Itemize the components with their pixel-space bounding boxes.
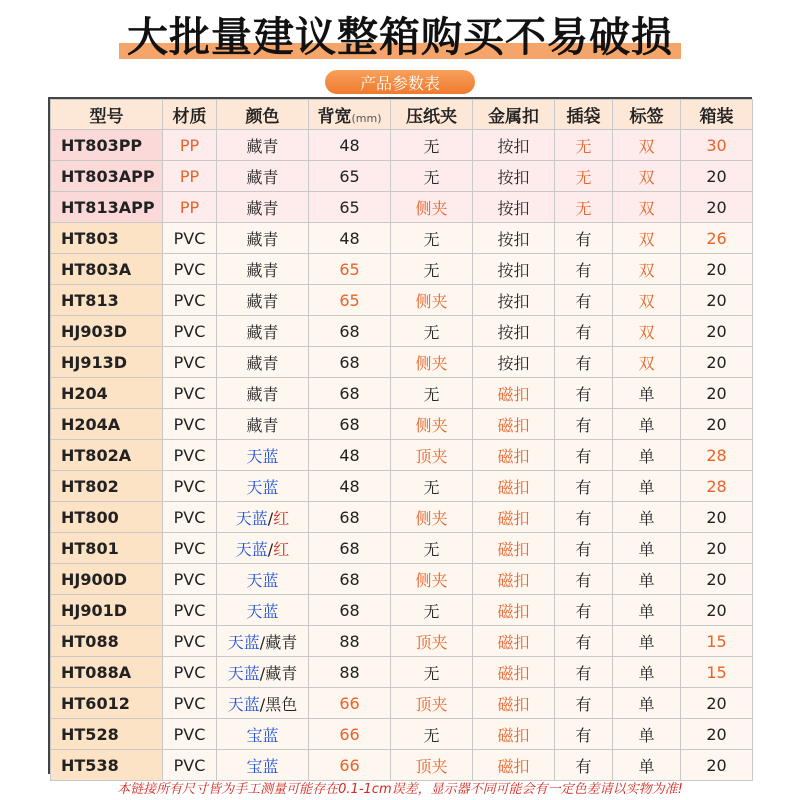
color-separator: / <box>259 694 266 714</box>
table-row <box>51 657 753 688</box>
color-cell <box>217 316 309 347</box>
material-cell: PVC <box>163 409 217 440</box>
col-header-label: 标签 <box>613 100 681 130</box>
color-separator: / <box>259 663 266 683</box>
label-cell: 单 <box>613 533 681 564</box>
clip-cell: 无 <box>391 533 473 564</box>
buckle-cell: 按扣 <box>473 161 555 192</box>
color-cell <box>217 161 309 192</box>
color-primary: 天蓝 <box>246 601 279 621</box>
width-cell: 68 <box>309 533 391 564</box>
pocket-cell: 有 <box>555 471 613 502</box>
box-cell: 26 <box>681 223 753 254</box>
width-cell: 68 <box>309 595 391 626</box>
model-cell: HT088 <box>51 626 163 657</box>
buckle-cell: 磁扣 <box>473 564 555 595</box>
box-cell: 15 <box>681 657 753 688</box>
buckle-cell: 磁扣 <box>473 409 555 440</box>
col-header-model: 型号 <box>51 100 163 130</box>
box-cell: 20 <box>681 564 753 595</box>
label-cell: 双 <box>613 347 681 378</box>
model-cell: H204 <box>51 378 163 409</box>
material-cell: PVC <box>163 750 217 781</box>
color-cell <box>217 347 309 378</box>
clip-cell: 顶夹 <box>391 688 473 719</box>
clip-cell: 侧夹 <box>391 285 473 316</box>
material-cell: PVC <box>163 688 217 719</box>
color-cell <box>217 595 309 626</box>
color-cell <box>217 750 309 781</box>
pocket-cell: 有 <box>555 223 613 254</box>
box-cell: 20 <box>681 161 753 192</box>
material-cell: PP <box>163 192 217 223</box>
model-cell: HT803 <box>51 223 163 254</box>
color-secondary: 藏青 <box>265 632 298 652</box>
color-separator: / <box>259 632 266 652</box>
box-cell: 28 <box>681 440 753 471</box>
pocket-cell: 有 <box>555 440 613 471</box>
material-cell: PVC <box>163 471 217 502</box>
box-cell: 20 <box>681 502 753 533</box>
col-header-width <box>309 100 391 130</box>
model-cell: HT813 <box>51 285 163 316</box>
buckle-cell: 磁扣 <box>473 440 555 471</box>
width-cell: 48 <box>309 130 391 161</box>
width-cell: 68 <box>309 316 391 347</box>
color-primary: 天蓝 <box>235 539 268 559</box>
table-header-row <box>51 100 753 130</box>
buckle-cell: 磁扣 <box>473 533 555 564</box>
color-cell <box>217 378 309 409</box>
model-cell: HT538 <box>51 750 163 781</box>
clip-cell: 侧夹 <box>391 192 473 223</box>
table-row <box>51 409 753 440</box>
box-cell: 30 <box>681 130 753 161</box>
spec-table-container <box>48 97 752 774</box>
buckle-cell: 磁扣 <box>473 688 555 719</box>
clip-cell: 无 <box>391 657 473 688</box>
color-cell <box>217 719 309 750</box>
buckle-cell: 磁扣 <box>473 626 555 657</box>
color-cell <box>217 285 309 316</box>
clip-cell: 无 <box>391 161 473 192</box>
model-cell: HJ900D <box>51 564 163 595</box>
pocket-cell: 有 <box>555 316 613 347</box>
color-secondary: 红 <box>273 539 290 559</box>
clip-cell: 无 <box>391 254 473 285</box>
table-row <box>51 471 753 502</box>
table-row <box>51 564 753 595</box>
box-cell: 20 <box>681 378 753 409</box>
color-cell <box>217 254 309 285</box>
width-cell: 68 <box>309 409 391 440</box>
buckle-cell: 按扣 <box>473 223 555 254</box>
box-cell: 20 <box>681 347 753 378</box>
pocket-cell: 有 <box>555 750 613 781</box>
label-cell: 双 <box>613 316 681 347</box>
width-cell: 48 <box>309 471 391 502</box>
table-row <box>51 223 753 254</box>
model-cell: HT813APP <box>51 192 163 223</box>
clip-cell: 无 <box>391 471 473 502</box>
pocket-cell: 有 <box>555 626 613 657</box>
clip-cell: 顶夹 <box>391 750 473 781</box>
pocket-cell: 有 <box>555 502 613 533</box>
buckle-cell: 磁扣 <box>473 657 555 688</box>
col-header-buckle: 金属扣 <box>473 100 555 130</box>
table-row <box>51 192 753 223</box>
label-cell: 双 <box>613 223 681 254</box>
color-primary: 天蓝 <box>246 570 279 590</box>
material-cell: PVC <box>163 657 217 688</box>
clip-cell: 侧夹 <box>391 502 473 533</box>
box-cell: 15 <box>681 626 753 657</box>
model-cell: HT088A <box>51 657 163 688</box>
model-cell: HJ913D <box>51 347 163 378</box>
col-header-width-unit: (mm) <box>351 112 382 125</box>
color-cell <box>217 409 309 440</box>
color-cell <box>217 533 309 564</box>
box-cell: 20 <box>681 409 753 440</box>
buckle-cell: 磁扣 <box>473 719 555 750</box>
table-row <box>51 750 753 781</box>
model-cell: HT528 <box>51 719 163 750</box>
material-cell: PVC <box>163 626 217 657</box>
label-cell: 单 <box>613 471 681 502</box>
width-cell: 48 <box>309 440 391 471</box>
width-cell: 88 <box>309 626 391 657</box>
pocket-cell: 有 <box>555 254 613 285</box>
col-header-color: 颜色 <box>217 100 309 130</box>
model-cell: HT802 <box>51 471 163 502</box>
width-cell: 88 <box>309 657 391 688</box>
model-cell: HJ903D <box>51 316 163 347</box>
buckle-cell: 磁扣 <box>473 750 555 781</box>
material-cell: PVC <box>163 316 217 347</box>
box-cell: 20 <box>681 316 753 347</box>
color-primary: 天蓝 <box>227 694 260 714</box>
label-cell: 单 <box>613 688 681 719</box>
label-cell: 单 <box>613 595 681 626</box>
width-cell: 66 <box>309 719 391 750</box>
model-cell: HT802A <box>51 440 163 471</box>
clip-cell: 无 <box>391 223 473 254</box>
color-separator: / <box>267 539 274 559</box>
color-primary: 宝蓝 <box>246 756 279 776</box>
width-cell: 65 <box>309 192 391 223</box>
model-cell: HT803A <box>51 254 163 285</box>
box-cell: 20 <box>681 719 753 750</box>
width-cell: 66 <box>309 688 391 719</box>
material-cell: PVC <box>163 440 217 471</box>
label-cell: 双 <box>613 130 681 161</box>
spec-table-body <box>51 130 753 781</box>
color-primary: 藏青 <box>246 353 279 373</box>
label-cell: 单 <box>613 440 681 471</box>
col-header-pocket: 插袋 <box>555 100 613 130</box>
width-cell: 68 <box>309 564 391 595</box>
clip-cell: 顶夹 <box>391 626 473 657</box>
width-cell: 65 <box>309 285 391 316</box>
buckle-cell: 磁扣 <box>473 378 555 409</box>
box-cell: 20 <box>681 192 753 223</box>
pocket-cell: 有 <box>555 719 613 750</box>
color-secondary: 红 <box>273 508 290 528</box>
material-cell: PVC <box>163 533 217 564</box>
color-primary: 天蓝 <box>246 446 279 466</box>
color-primary: 藏青 <box>246 322 279 342</box>
label-cell: 单 <box>613 378 681 409</box>
table-row <box>51 595 753 626</box>
color-primary: 藏青 <box>246 260 279 280</box>
model-cell: H204A <box>51 409 163 440</box>
label-cell: 单 <box>613 564 681 595</box>
box-cell: 20 <box>681 595 753 626</box>
table-row <box>51 285 753 316</box>
color-primary: 天蓝 <box>246 477 279 497</box>
width-cell: 66 <box>309 750 391 781</box>
material-cell: PVC <box>163 502 217 533</box>
color-cell <box>217 130 309 161</box>
color-primary: 藏青 <box>246 384 279 404</box>
clip-cell: 侧夹 <box>391 347 473 378</box>
width-cell: 65 <box>309 161 391 192</box>
table-row <box>51 502 753 533</box>
label-cell: 单 <box>613 719 681 750</box>
box-cell: 20 <box>681 750 753 781</box>
color-primary: 藏青 <box>246 198 279 218</box>
pocket-cell: 有 <box>555 595 613 626</box>
material-cell: PVC <box>163 347 217 378</box>
color-cell <box>217 626 309 657</box>
model-cell: HT6012 <box>51 688 163 719</box>
headline-title: 大批量建议整箱购买不易破损 <box>119 4 681 63</box>
width-cell: 68 <box>309 378 391 409</box>
buckle-cell: 磁扣 <box>473 595 555 626</box>
table-row <box>51 316 753 347</box>
color-primary: 藏青 <box>246 291 279 311</box>
pocket-cell: 有 <box>555 533 613 564</box>
spec-table <box>50 99 753 781</box>
box-cell: 20 <box>681 688 753 719</box>
clip-cell: 侧夹 <box>391 409 473 440</box>
box-cell: 28 <box>681 471 753 502</box>
width-cell: 65 <box>309 254 391 285</box>
color-cell <box>217 688 309 719</box>
col-header-material: 材质 <box>163 100 217 130</box>
color-cell <box>217 192 309 223</box>
color-secondary: 藏青 <box>265 663 298 683</box>
table-row <box>51 533 753 564</box>
label-cell: 单 <box>613 750 681 781</box>
color-primary: 天蓝 <box>227 632 260 652</box>
width-cell: 68 <box>309 347 391 378</box>
material-cell: PVC <box>163 378 217 409</box>
pocket-cell: 无 <box>555 161 613 192</box>
label-cell: 单 <box>613 502 681 533</box>
material-cell: PVC <box>163 285 217 316</box>
buckle-cell: 按扣 <box>473 254 555 285</box>
buckle-cell: 按扣 <box>473 316 555 347</box>
label-cell: 双 <box>613 254 681 285</box>
pocket-cell: 无 <box>555 192 613 223</box>
clip-cell: 侧夹 <box>391 564 473 595</box>
color-primary: 天蓝 <box>227 663 260 683</box>
material-cell: PVC <box>163 595 217 626</box>
color-primary: 藏青 <box>246 229 279 249</box>
clip-cell: 无 <box>391 595 473 626</box>
table-row <box>51 626 753 657</box>
box-cell: 20 <box>681 254 753 285</box>
table-row <box>51 254 753 285</box>
pocket-cell: 有 <box>555 564 613 595</box>
box-cell: 20 <box>681 285 753 316</box>
buckle-cell: 磁扣 <box>473 502 555 533</box>
material-cell: PVC <box>163 254 217 285</box>
buckle-cell: 按扣 <box>473 130 555 161</box>
buckle-cell: 按扣 <box>473 192 555 223</box>
material-cell: PVC <box>163 564 217 595</box>
color-cell <box>217 564 309 595</box>
color-primary: 天蓝 <box>235 508 268 528</box>
material-cell: PVC <box>163 719 217 750</box>
model-cell: HT800 <box>51 502 163 533</box>
table-row <box>51 440 753 471</box>
buckle-cell: 按扣 <box>473 347 555 378</box>
col-header-width-label: 背宽 <box>317 107 352 127</box>
color-cell <box>217 223 309 254</box>
pocket-cell: 有 <box>555 285 613 316</box>
disclaimer-text: 本链接所有尺寸皆为手工测量可能存在0.1-1cm误差，显示器不同可能会有一定色差请以实物为准! <box>117 782 683 797</box>
color-primary: 藏青 <box>246 415 279 435</box>
label-cell: 单 <box>613 626 681 657</box>
clip-cell: 无 <box>391 378 473 409</box>
color-cell <box>217 471 309 502</box>
box-cell: 20 <box>681 533 753 564</box>
width-cell: 48 <box>309 223 391 254</box>
table-row <box>51 378 753 409</box>
buckle-cell: 按扣 <box>473 285 555 316</box>
pocket-cell: 有 <box>555 688 613 719</box>
color-separator: / <box>267 508 274 528</box>
table-row <box>51 161 753 192</box>
color-primary: 宝蓝 <box>246 725 279 745</box>
label-cell: 单 <box>613 657 681 688</box>
table-row <box>51 130 753 161</box>
label-cell: 单 <box>613 409 681 440</box>
pocket-cell: 有 <box>555 657 613 688</box>
material-cell: PP <box>163 130 217 161</box>
col-header-clip: 压纸夹 <box>391 100 473 130</box>
width-cell: 68 <box>309 502 391 533</box>
pocket-cell: 有 <box>555 347 613 378</box>
clip-cell: 无 <box>391 316 473 347</box>
buckle-cell: 磁扣 <box>473 471 555 502</box>
headline-banner <box>0 2 800 64</box>
label-cell: 双 <box>613 192 681 223</box>
col-header-box: 箱装 <box>681 100 753 130</box>
clip-cell: 无 <box>391 719 473 750</box>
material-cell: PVC <box>163 223 217 254</box>
material-cell: PP <box>163 161 217 192</box>
label-cell: 双 <box>613 161 681 192</box>
color-cell <box>217 657 309 688</box>
label-cell: 双 <box>613 285 681 316</box>
color-secondary: 黑色 <box>265 694 298 714</box>
table-row <box>51 688 753 719</box>
pocket-cell: 无 <box>555 130 613 161</box>
color-primary: 藏青 <box>246 136 279 156</box>
spec-table-badge: 产品参数表 <box>325 70 475 94</box>
table-row <box>51 347 753 378</box>
clip-cell: 顶夹 <box>391 440 473 471</box>
pocket-cell: 有 <box>555 378 613 409</box>
pocket-cell: 有 <box>555 409 613 440</box>
color-cell <box>217 502 309 533</box>
model-cell: HT801 <box>51 533 163 564</box>
clip-cell: 无 <box>391 130 473 161</box>
color-primary: 藏青 <box>246 167 279 187</box>
model-cell: HT803PP <box>51 130 163 161</box>
model-cell: HT803APP <box>51 161 163 192</box>
model-cell: HJ901D <box>51 595 163 626</box>
color-cell <box>217 440 309 471</box>
table-row <box>51 719 753 750</box>
